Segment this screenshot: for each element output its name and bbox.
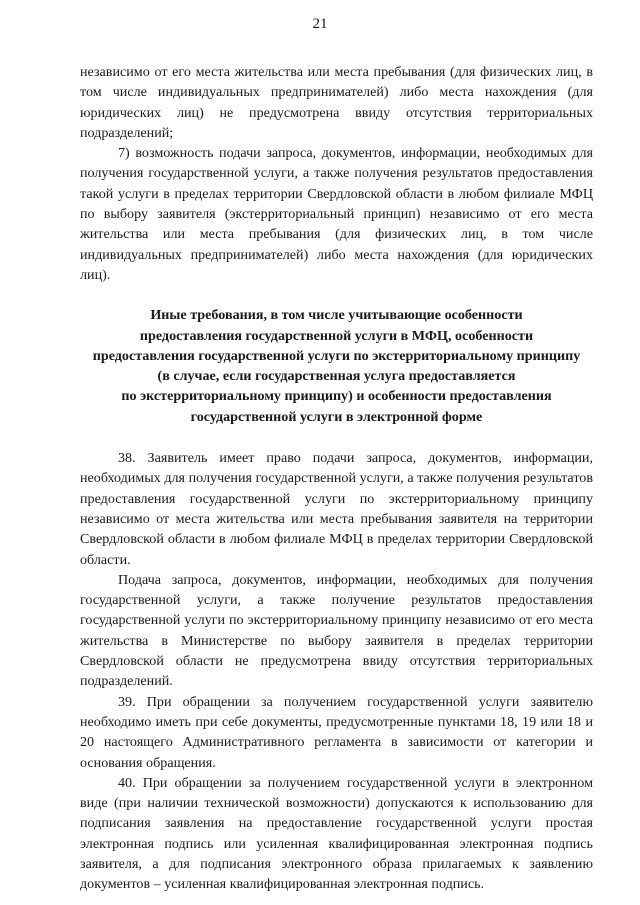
heading-line: предоставления государственной услуги по экстерриториальному принципу [92, 347, 581, 364]
paragraph-40: 40. При обращении за получением государственной услуги в электронном виде (при наличии технической возможности) допускаются к использованию для подписания заявления на предоставление государственной услуги простая электронная подпись или усиленная квалифицированная электронная подпись заявителя, а для подписания электронного образа прилагаемых к заявлению документов – усиленная квалифицированная электронная подпись. [80, 774, 593, 893]
paragraph-continuation: независимо от его места жительства или места пребывания (для физических лиц, в том числе индивидуальных предпринимателей) либо места нахождения (для юридических лиц) не предусмотрена ввиду отсутствия территориальных подразделений; [80, 64, 593, 141]
page-number: 21 [312, 16, 328, 32]
heading-line: государственной услуги в электронной форме [190, 408, 483, 425]
heading-line: предоставления государственной услуги в МФЦ, особенности [139, 327, 534, 344]
heading-line: по экстерриториальному принципу) и особенности предоставления [121, 388, 552, 405]
document-body [80, 62, 593, 895]
paragraph-39: 39. При обращении за получением государственной услуги заявителю необходимо иметь при себе документы, предусмотренные пунктами 18, 19 или 18 и 20 настоящего Административного регламента в зависимости от категории и основания обращения. [80, 693, 593, 771]
section-heading [80, 305, 593, 427]
paragraph-38: 38. Заявитель имеет право подачи запроса, документов, информации, необходимых для получения государственной услуги, а также получения результатов предоставления государственной услуги по экстерриториальному принципу независимо от места жительства или места пребывания заявителя на территории Свердловской области в любом филиале МФЦ в пределах территории Свердловской области. [80, 450, 593, 568]
paragraph-item-7: 7) возможность подачи запроса, документов, информации, необходимых для получения государственной услуги, а также получения результатов предоставления такой услуги в пределах территории Свердловской области в любом филиале МФЦ по выбору заявителя (экстерриториальный принцип) независимо от его места жительства или места пребывания (для физических лиц, в том числе индивидуальных предпринимателей) либо места нахождения (для юридических лиц). [80, 145, 593, 283]
heading-line: Иные требования, в том числе учитывающие особенности [150, 307, 523, 324]
paragraph-submission: Подача запроса, документов, информации, необходимых для получения государственной услуги, а также получение результатов предоставления государственной услуги по экстерриториальному принципу независимо от его места жительства в Министерстве по выбору заявителя в пределах территории Свердловской области не предусмотрена ввиду отсутствия территориальных подразделений. [80, 571, 593, 690]
heading-line: (в случае, если государственная услуга предоставляется [157, 368, 516, 385]
